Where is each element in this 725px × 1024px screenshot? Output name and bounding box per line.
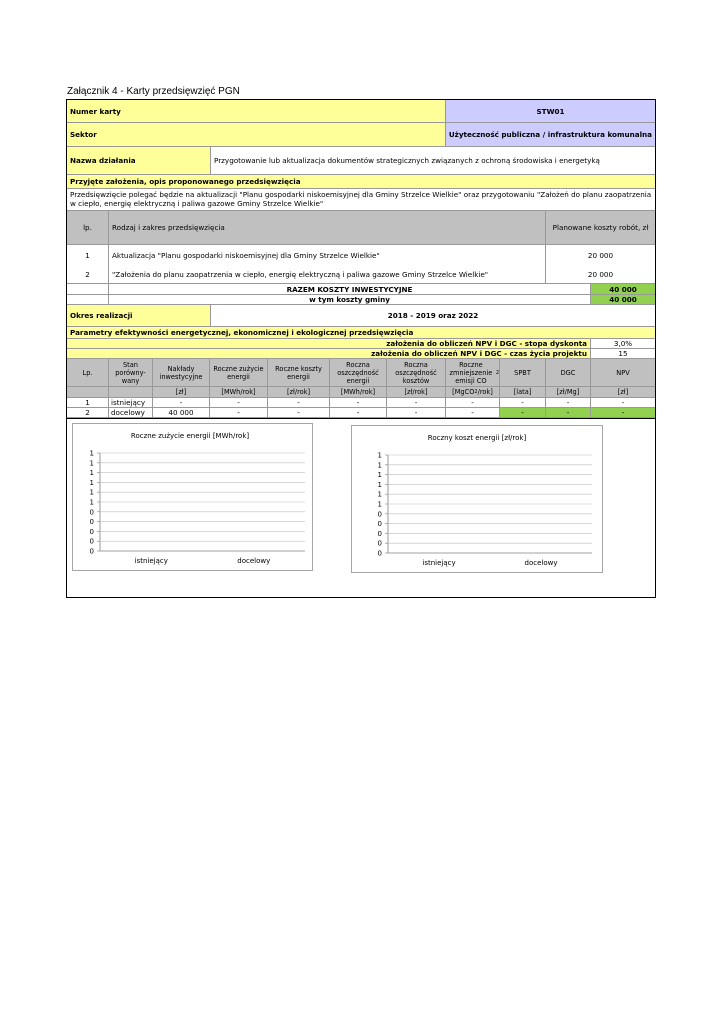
eff-header-cost-saving: Roczna oszczędność kosztów	[387, 359, 446, 387]
eff-cell-co2-reduction: -	[446, 398, 500, 408]
eff-cell-cost-saving: -	[387, 408, 446, 418]
y-tick-label: 1	[89, 459, 94, 468]
eff-cell-spbt: -	[500, 398, 546, 408]
eff-header-dgc: DGC	[546, 359, 591, 387]
chart-title: Roczne zużycie energii [MWh/rok]	[130, 432, 250, 440]
discount-label: założenia do obliczeń NPV i DGC - stopa dyskonta	[67, 339, 591, 349]
assumptions-header: Przyjęte założenia, opis proponowanego przedsięwzięcia	[67, 175, 655, 189]
y-tick-label: 0	[377, 529, 382, 538]
lifetime-label: założenia do obliczeń NPV i DGC - czas życia projektu	[67, 349, 591, 359]
y-tick-label: 1	[377, 490, 382, 499]
eff-header-npv: NPV	[591, 359, 655, 387]
chart-energy-consumption	[72, 423, 313, 571]
scope-col-lp: lp.	[67, 211, 109, 245]
eff-unit-energy-saving: [MWh/rok]	[330, 387, 387, 398]
eff-unit-cost-saving: [zł/rok]	[387, 387, 446, 398]
eff-unit-state	[109, 387, 153, 398]
eff-header-co2-reduction: Roczne zmniejszenie emisji CO 2	[446, 359, 500, 387]
eff-unit-energy-use: [MWh/rok]	[210, 387, 268, 398]
municipal-cost-label: w tym koszty gminy	[109, 295, 591, 305]
eff-unit-spbt: [lata]	[500, 387, 546, 398]
y-tick-label: 1	[89, 449, 94, 458]
eff-cell-investment: 40 000	[153, 408, 210, 418]
assumptions-text: Przedsięwzięcie polegać będzie na aktualizacji "Planu gospodarki niskoemisyjnej dla Gminy Strzelce Wielkie" oraz przygotowaniu "Założeń do planu zaopatrzenia w ciepło, energię elektryczną i paliwa gazowe Gminy Strzelce Wielkie"	[67, 189, 655, 211]
y-tick-label: 1	[377, 500, 382, 509]
y-tick-label: 0	[89, 508, 94, 517]
x-tick-label: istniejący	[134, 557, 168, 565]
eff-cell-dgc: -	[546, 398, 591, 408]
period-value: 2018 - 2019 oraz 2022	[211, 305, 655, 327]
eff-header-energy-use: Roczne zużycie energii	[210, 359, 268, 387]
eff-cell-energy-cost: -	[268, 408, 330, 418]
y-tick-label: 1	[89, 498, 94, 507]
y-tick-label: 0	[89, 527, 94, 536]
y-tick-label: 0	[377, 539, 382, 548]
total-spacer	[67, 284, 109, 295]
action-name-value: Przygotowanie lub aktualizacja dokumentów strategicznych związanych z ochroną środowiska i energetyką	[211, 147, 655, 175]
scope-row-cost: 20 000	[546, 265, 655, 284]
eff-cell-investment: -	[153, 398, 210, 408]
eff-cell-energy-cost: -	[268, 398, 330, 408]
scope-row-lp: 2	[67, 265, 109, 284]
document-title: Załącznik 4 - Karty przedsięwzięć PGN	[67, 86, 240, 97]
y-tick-label: 1	[377, 461, 382, 470]
eff-cell-spbt: -	[500, 408, 546, 418]
y-tick-label: 1	[377, 471, 382, 480]
eff-unit-co2-reduction: [MgCO 2 /rok]	[446, 387, 500, 398]
y-tick-label: 1	[377, 451, 382, 460]
eff-header-investment: Nakłady inwestycyjne	[153, 359, 210, 387]
y-tick-label: 0	[89, 537, 94, 546]
eff-unit-energy-cost: [zł/rok]	[268, 387, 330, 398]
y-tick-label: 1	[377, 480, 382, 489]
eff-unit-lp	[67, 387, 109, 398]
y-tick-label: 1	[89, 488, 94, 497]
eff-cell-lp: 2	[67, 408, 109, 418]
card-number-value: STW01	[446, 100, 655, 123]
chart-energy-cost	[351, 425, 603, 573]
y-tick-label: 0	[89, 547, 94, 556]
sector-label: Sektor	[67, 123, 446, 147]
total-cost-label: RAZEM KOSZTY INWESTYCYJNE	[109, 284, 591, 295]
x-tick-label: docelowy	[237, 557, 271, 565]
eff-header-lp: Lp.	[67, 359, 109, 387]
scope-row-cost: 20 000	[587, 250, 614, 260]
action-name-label: Nazwa działania	[67, 147, 211, 175]
eff-cell-energy-use: -	[210, 398, 268, 408]
eff-header-energy-saving: Roczna oszczędność energii	[330, 359, 387, 387]
eff-cell-energy-saving: -	[330, 408, 387, 418]
municipal-spacer	[67, 295, 109, 305]
chart-energy-consumption-svg	[73, 424, 312, 570]
y-tick-label: 0	[377, 510, 382, 519]
params-header: Parametry efektywności energetycznej, ekonomicznej i ekologicznej przedsięwzięcia	[67, 327, 655, 339]
eff-cell-energy-saving: -	[330, 398, 387, 408]
municipal-cost-value: 40 000	[591, 295, 655, 305]
eff-unit-npv: [zł]	[591, 387, 655, 398]
discount-value: 3,0%	[591, 339, 655, 349]
eff-cell-state: docelowy	[109, 408, 153, 418]
lifetime-value: 15	[591, 349, 655, 359]
sector-value: Użyteczność publiczna / infrastruktura komunalna	[446, 123, 655, 147]
scope-row-scope: Aktualizacja "Planu gospodarki niskoemisyjnej dla Gminy Strzelce Wielkie"	[109, 245, 546, 265]
eff-cell-cost-saving: -	[387, 398, 446, 408]
y-tick-label: 1	[89, 478, 94, 487]
scope-col-cost: Planowane koszty robót, zł	[546, 211, 655, 245]
eff-cell-npv: -	[591, 398, 655, 408]
eff-header-state: Stan porówny-wany	[109, 359, 153, 387]
scope-col-scope: Rodzaj i zakres przedsięwzięcia	[109, 211, 546, 245]
card-number-label: Numer karty	[67, 100, 446, 123]
y-tick-label: 0	[377, 520, 382, 529]
y-tick-label: 0	[377, 549, 382, 558]
eff-cell-energy-use: -	[210, 408, 268, 418]
chart-title: Roczny koszt energii [zł/rok]	[427, 434, 527, 442]
total-cost-value: 40 000	[591, 284, 655, 295]
eff-cell-lp: 1	[67, 398, 109, 408]
chart-energy-cost-svg	[352, 426, 602, 572]
eff-cell-co2-reduction: -	[446, 408, 500, 418]
eff-cell-npv: -	[591, 408, 655, 418]
scope-row-scope: "Założenia do planu zaopatrzenia w ciepło, energię elektryczną i paliwa gazowe Gminy Strzelce Wielkie"	[109, 265, 546, 284]
eff-header-energy-cost: Roczne koszty energii	[268, 359, 330, 387]
y-tick-label: 1	[89, 469, 94, 478]
x-tick-label: docelowy	[524, 559, 558, 567]
y-tick-label: 0	[89, 518, 94, 527]
table-divider	[67, 418, 655, 419]
eff-cell-dgc: -	[546, 408, 591, 418]
eff-header-spbt: SPBT	[500, 359, 546, 387]
eff-cell-state: istniejący	[109, 398, 153, 408]
scope-row-lp: 1	[67, 245, 109, 265]
eff-unit-dgc: [zł/Mg]	[546, 387, 591, 398]
x-tick-label: istniejący	[422, 559, 456, 567]
period-label: Okres realizacji	[67, 305, 211, 327]
eff-unit-investment: [zł]	[153, 387, 210, 398]
